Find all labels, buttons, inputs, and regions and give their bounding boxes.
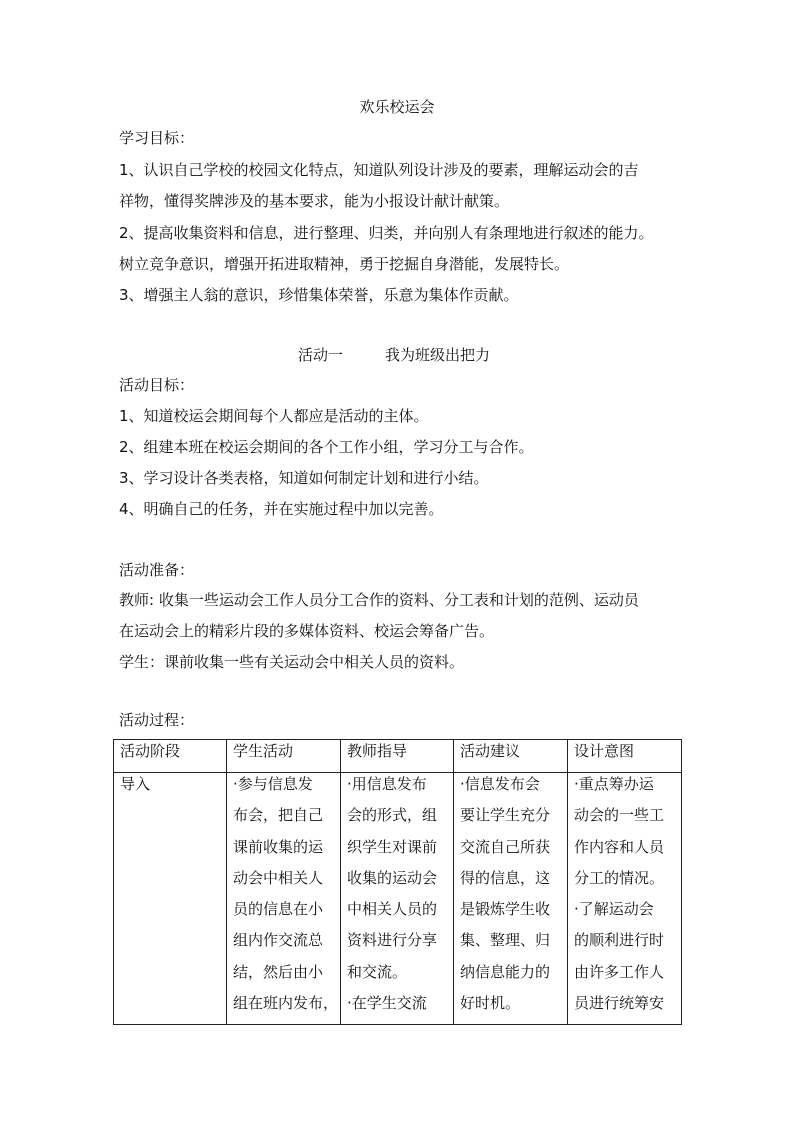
cell-line: 纳信息能力的 xyxy=(460,962,551,981)
cell-line: ·信息发布会 xyxy=(460,775,540,793)
process-label: 活动过程： xyxy=(119,711,195,729)
cell-line: ·在学生交流 xyxy=(347,994,427,1013)
cell-line: 动会的一些工 xyxy=(574,806,665,825)
activity-process-table xyxy=(113,739,682,1025)
activity-goal-line: 3、学习设计各类表格，知道如何制定计划和进行小结。 xyxy=(119,469,489,487)
activity-goals-label: 活动目标： xyxy=(119,376,195,394)
cell-line: 和交流。 xyxy=(347,962,408,981)
learning-goal-line: 2、提高收集资料和信息，进行整理、归类，并向别人有条理地进行叙述的能力。 xyxy=(119,224,654,242)
cell-line: 分工的情况。 xyxy=(574,868,665,887)
cell-line: 中相关人员的 xyxy=(347,900,438,919)
table-header-cell: 活动阶段 xyxy=(114,740,227,773)
learning-goal-line: 树立竞争意识，增强开拓进取精神，勇于挖掘自身潜能，发展特长。 xyxy=(119,255,570,273)
cell-line: 组内作交流总 xyxy=(233,931,324,950)
learning-goal-line: 1、认识自己学校的校园文化特点，知道队列设计涉及的要素，理解运动会的吉 xyxy=(119,161,639,179)
table-header-row xyxy=(114,740,682,773)
cell-line: 动会中相关人 xyxy=(233,868,324,887)
activity-goal-line: 2、组建本班在校运会期间的各个工作小组，学习分工与合作。 xyxy=(119,438,534,456)
table-header-cell: 设计意图 xyxy=(568,740,682,773)
cell-line: ·用信息发布 xyxy=(347,775,427,793)
table-header-cell: 学生活动 xyxy=(227,740,341,773)
teacher-guidance-cell xyxy=(341,773,454,1025)
cell-line: 要让学生充分 xyxy=(460,806,551,825)
table-header-cell: 活动建议 xyxy=(454,740,568,773)
cell-line: 会的形式，组 xyxy=(347,806,438,825)
prep-line: 在运动会上的精彩片段的多媒体资料、校运会筹备广告。 xyxy=(119,622,495,640)
document-title: 欢乐校运会 xyxy=(359,98,435,116)
cell-line: 的顺利进行时 xyxy=(574,931,665,950)
activity-goal-line: 1、知道校运会期间每个人都应是活动的主体。 xyxy=(119,407,429,425)
cell-line: ·了解运动会 xyxy=(574,900,654,919)
learning-goal-line: 祥物，懂得奖牌涉及的基本要求，能为小报设计献计献策。 xyxy=(119,192,510,210)
table-row xyxy=(114,773,682,1025)
cell-line: 员的信息在小 xyxy=(233,900,324,919)
cell-line: 资料进行分享 xyxy=(347,931,438,950)
cell-line: ·参与信息发 xyxy=(233,775,313,793)
cell-line: 收集的运动会 xyxy=(347,868,438,887)
stage-text: 导入 xyxy=(120,775,151,793)
cell-line: 是锻炼学生收 xyxy=(460,900,551,919)
cell-line: 课前收集的运 xyxy=(233,837,324,856)
activity-title-name: 我为班级出把力 xyxy=(385,346,491,364)
activity-title-number: 活动一 xyxy=(298,346,344,364)
table-header-cell: 教师指导 xyxy=(341,740,454,773)
learning-goals-label: 学习目标： xyxy=(119,129,195,147)
cell-line: 布会，把自己 xyxy=(233,806,324,825)
cell-line: 得的信息，这 xyxy=(460,868,551,887)
learning-goal-line: 3、增强主人翁的意识，珍惜集体荣誉，乐意为集体作贡献。 xyxy=(119,286,519,304)
activity-suggestion-cell xyxy=(454,773,568,1025)
activity-goal-line: 4、明确自己的任务，并在实施过程中加以完善。 xyxy=(119,500,444,518)
cell-line: 由许多工作人 xyxy=(574,962,665,981)
stage-cell xyxy=(114,773,227,1025)
cell-line: 结，然后由小 xyxy=(233,962,324,981)
cell-line: 作内容和人员 xyxy=(574,837,665,856)
design-intent-cell xyxy=(568,773,682,1025)
prep-line: 教师: 收集一些运动会工作人员分工合作的资料、分工表和计划的范例、运动员 xyxy=(119,591,639,609)
prep-line: 学生：课前收集一些有关运动会中相关人员的资料。 xyxy=(119,653,465,671)
cell-line: 组在班内发布， xyxy=(233,994,339,1013)
cell-line: 好时机。 xyxy=(460,994,521,1013)
cell-line: 集、整理、归 xyxy=(460,931,551,950)
cell-line: ·重点筹办运 xyxy=(574,775,654,793)
cell-line: 员进行统筹安 xyxy=(574,994,665,1013)
cell-line: 交流自己所获 xyxy=(460,837,551,856)
cell-line: 织学生对课前 xyxy=(347,837,438,856)
student-activity-cell xyxy=(227,773,341,1025)
prep-label: 活动准备： xyxy=(119,561,195,579)
